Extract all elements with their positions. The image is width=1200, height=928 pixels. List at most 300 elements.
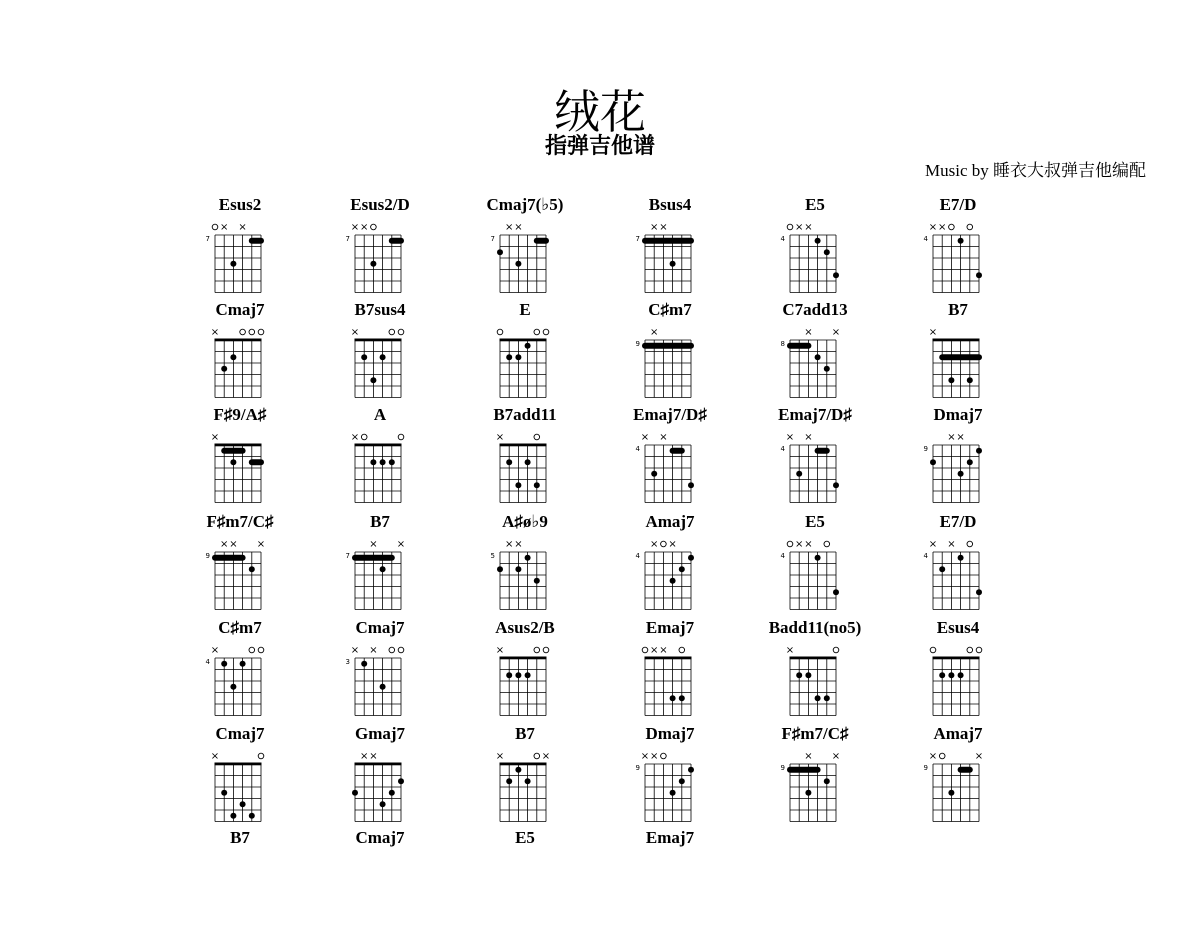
finger-dot <box>525 778 531 784</box>
fret-number: 4 <box>780 445 785 453</box>
fret-number: 9 <box>635 340 640 348</box>
chord-name: Esus2/D <box>350 195 410 214</box>
chord-name: F♯m7/C♯ <box>206 512 274 531</box>
fretboard-svg <box>470 213 580 295</box>
chord-name: Bsus4 <box>648 195 692 214</box>
chord-diagram <box>470 828 580 928</box>
finger-dot <box>506 672 512 678</box>
finger-dot <box>534 578 540 584</box>
fretboard-svg <box>185 318 295 400</box>
finger-dot <box>651 471 657 477</box>
finger-dot <box>824 778 830 784</box>
fret-number: 4 <box>635 445 640 453</box>
fretboard-svg <box>325 530 435 612</box>
finger-dot <box>815 238 821 244</box>
fretboard-svg <box>615 318 725 400</box>
finger-dot <box>948 790 954 796</box>
chord-name: Dmaj7 <box>933 405 983 424</box>
chord-name: Dmaj7 <box>645 724 695 743</box>
fret-number: 4 <box>923 552 928 560</box>
chord-name: C♯m7 <box>218 618 262 637</box>
chord-diagram <box>615 300 725 400</box>
finger-dot <box>670 695 676 701</box>
open-string-marker <box>258 647 264 653</box>
chord-diagram <box>325 618 435 718</box>
muted-string-marker: × <box>928 539 938 550</box>
chord-diagram <box>903 195 1013 295</box>
fretboard-svg <box>325 742 435 824</box>
fret-number: 9 <box>923 764 928 772</box>
fretboard-svg <box>470 742 580 824</box>
muted-string-marker: × <box>514 539 523 550</box>
fret-number: 7 <box>490 235 495 243</box>
finger-dot <box>515 767 521 773</box>
finger-dot <box>240 661 246 667</box>
open-string-marker <box>967 541 973 547</box>
finger-dot <box>515 566 521 572</box>
finger-dot <box>525 672 531 678</box>
muted-string-marker: × <box>640 751 650 762</box>
open-string-marker <box>543 647 549 653</box>
finger-dot <box>240 801 246 807</box>
chord-diagram <box>185 300 295 400</box>
open-string-marker <box>967 647 973 653</box>
open-string-marker <box>212 224 218 230</box>
finger-dot <box>497 249 503 255</box>
chord-name: F♯m7/C♯ <box>781 724 849 743</box>
muted-string-marker: × <box>495 751 505 762</box>
chord-diagram <box>615 195 725 295</box>
open-string-marker <box>930 647 936 653</box>
muted-string-marker: × <box>831 327 841 338</box>
finger-dot <box>670 261 676 267</box>
fret-number: 3 <box>345 658 350 666</box>
open-string-marker <box>679 647 685 653</box>
open-string-marker <box>371 224 377 230</box>
fretboard-svg <box>185 213 295 295</box>
muted-string-marker: × <box>360 222 369 233</box>
muted-string-marker: × <box>350 327 360 338</box>
chord-diagram <box>615 724 725 824</box>
fretboard-svg <box>470 636 580 718</box>
muted-string-marker: × <box>650 222 659 233</box>
fretboard-svg <box>903 636 1013 718</box>
muted-string-marker: × <box>659 645 668 656</box>
muted-string-marker: × <box>350 222 360 233</box>
finger-dot <box>525 343 531 349</box>
chord-name: Asus2/B <box>495 618 555 637</box>
fretboard-svg <box>615 636 725 718</box>
fret-number: 4 <box>635 552 640 560</box>
chord-name: E7/D <box>939 195 977 214</box>
fretboard-svg <box>760 742 870 824</box>
finger-dot <box>948 672 954 678</box>
finger-dot <box>679 778 685 784</box>
finger-dot <box>361 354 367 360</box>
open-string-marker <box>398 647 404 653</box>
finger-dot <box>930 459 936 465</box>
muted-string-marker: × <box>505 539 514 550</box>
open-string-marker <box>967 224 973 230</box>
muted-string-marker: × <box>210 645 220 656</box>
fret-number: 7 <box>345 552 350 560</box>
chord-name: A♯ø♭9 <box>502 512 548 531</box>
chord-name: B7 <box>948 300 968 319</box>
chord-diagram <box>185 512 295 612</box>
muted-string-marker: × <box>220 222 229 233</box>
finger-dot <box>688 555 694 561</box>
chord-diagram <box>903 724 1013 824</box>
chord-name: Emaj7 <box>645 828 695 847</box>
chord-name: Cmaj7 <box>215 724 265 743</box>
chord-name: E <box>519 300 531 319</box>
open-string-marker <box>642 647 648 653</box>
muted-string-marker: × <box>640 432 650 443</box>
finger-dot <box>534 482 540 488</box>
chord-name: Amaj7 <box>933 724 983 743</box>
fret-number: 5 <box>490 552 495 560</box>
finger-dot <box>967 459 973 465</box>
song-subtitle: 指弹吉他谱 <box>544 134 655 159</box>
finger-dot <box>370 377 376 383</box>
fretboard-svg <box>185 530 295 612</box>
fret-number: 9 <box>635 764 640 772</box>
fretboard-svg <box>325 423 435 505</box>
chord-diagram <box>325 828 435 928</box>
finger-dot <box>670 790 676 796</box>
muted-string-marker: × <box>668 539 677 550</box>
chord-name: C7add13 <box>782 300 848 319</box>
fret-number: 7 <box>635 235 640 243</box>
chord-diagram <box>470 300 580 400</box>
muted-string-marker: × <box>795 222 804 233</box>
muted-string-marker: × <box>928 222 938 233</box>
muted-string-marker: × <box>974 751 984 762</box>
fretboard-svg <box>325 213 435 295</box>
chord-name: Cmaj7 <box>215 300 265 319</box>
muted-string-marker: × <box>256 539 266 550</box>
chord-name: Badd11(no5) <box>768 618 862 637</box>
fretboard-svg <box>185 423 295 505</box>
finger-dot <box>515 354 521 360</box>
chord-name: Esus2 <box>218 195 262 214</box>
finger-dot <box>815 695 821 701</box>
open-string-marker <box>389 329 395 335</box>
open-string-marker <box>534 753 540 759</box>
finger-dot <box>249 813 255 819</box>
fretboard-svg <box>615 213 725 295</box>
open-string-marker <box>543 329 549 335</box>
muted-string-marker: × <box>396 539 406 550</box>
chord-name: Esus4 <box>936 618 980 637</box>
open-string-marker <box>249 329 255 335</box>
chord-diagram <box>760 724 870 824</box>
chord-diagram <box>760 512 870 612</box>
chord-diagram <box>903 405 1013 505</box>
finger-dot <box>249 566 255 572</box>
finger-dot <box>688 482 694 488</box>
open-string-marker <box>939 753 945 759</box>
finger-dot <box>948 377 954 383</box>
muted-string-marker: × <box>238 222 247 233</box>
fretboard-svg <box>760 636 870 718</box>
finger-dot <box>515 261 521 267</box>
open-string-marker <box>787 224 793 230</box>
muted-string-marker: × <box>928 751 938 762</box>
muted-string-marker: × <box>650 539 659 550</box>
open-string-marker <box>389 647 395 653</box>
open-string-marker <box>361 434 367 440</box>
fretboard-svg <box>903 423 1013 505</box>
finger-dot <box>939 672 945 678</box>
finger-dot <box>389 459 395 465</box>
fretboard-svg <box>903 213 1013 295</box>
finger-dot <box>679 566 685 572</box>
muted-string-marker: × <box>229 539 238 550</box>
chord-diagram <box>470 195 580 295</box>
muted-string-marker: × <box>785 432 795 443</box>
chord-diagram <box>615 512 725 612</box>
muted-string-marker: × <box>350 432 360 443</box>
chord-name: Emaj7/D♯ <box>778 405 852 424</box>
open-string-marker <box>497 329 503 335</box>
muted-string-marker: × <box>947 539 956 550</box>
finger-dot <box>679 695 685 701</box>
fretboard-svg <box>760 318 870 400</box>
chord-name: E5 <box>515 828 535 847</box>
chord-diagram <box>470 618 580 718</box>
finger-dot <box>370 459 376 465</box>
finger-dot <box>796 672 802 678</box>
muted-string-marker: × <box>650 751 659 762</box>
chord-name: B7 <box>370 512 390 531</box>
muted-string-marker: × <box>795 539 804 550</box>
chord-name: Emaj7 <box>645 618 695 637</box>
chord-diagram <box>325 512 435 612</box>
finger-dot <box>833 589 839 595</box>
finger-dot <box>976 272 982 278</box>
chord-diagram <box>615 618 725 718</box>
open-string-marker <box>258 329 264 335</box>
chord-name: B7add11 <box>493 405 557 424</box>
finger-dot <box>958 555 964 561</box>
open-string-marker <box>787 541 793 547</box>
finger-dot <box>805 790 811 796</box>
finger-dot <box>515 482 521 488</box>
muted-string-marker: × <box>804 539 813 550</box>
chord-diagram <box>470 405 580 505</box>
muted-string-marker: × <box>804 751 813 762</box>
muted-string-marker: × <box>495 645 505 656</box>
fretboard-svg <box>903 742 1013 824</box>
open-string-marker <box>240 329 246 335</box>
muted-string-marker: × <box>956 432 965 443</box>
muted-string-marker: × <box>659 432 668 443</box>
fretboard-svg <box>185 742 295 824</box>
fretboard-svg <box>615 530 725 612</box>
finger-dot <box>796 471 802 477</box>
muted-string-marker: × <box>369 751 378 762</box>
chord-diagram <box>470 512 580 612</box>
finger-dot <box>958 238 964 244</box>
muted-string-marker: × <box>659 222 668 233</box>
arranger-credit: Music by 睡衣大叔弹吉他编配 <box>925 161 1146 180</box>
fret-number: 4 <box>205 658 210 666</box>
chord-name: C♯m7 <box>648 300 692 319</box>
open-string-marker <box>976 647 982 653</box>
open-string-marker <box>661 541 667 547</box>
fretboard-svg <box>615 423 725 505</box>
finger-dot <box>221 790 227 796</box>
fretboard-svg <box>470 530 580 612</box>
fretboard-svg <box>325 636 435 718</box>
finger-dot <box>958 471 964 477</box>
muted-string-marker: × <box>650 645 659 656</box>
fret-number: 7 <box>205 235 210 243</box>
finger-dot <box>506 778 512 784</box>
chord-diagram <box>325 405 435 505</box>
muted-string-marker: × <box>220 539 229 550</box>
open-string-marker <box>249 647 255 653</box>
open-string-marker <box>534 329 540 335</box>
fretboard-svg <box>615 742 725 824</box>
chord-diagram <box>760 405 870 505</box>
fret-number: 4 <box>780 552 785 560</box>
chord-diagram <box>470 724 580 824</box>
fretboard-svg <box>470 423 580 505</box>
muted-string-marker: × <box>210 751 220 762</box>
finger-dot <box>380 801 386 807</box>
chord-diagram <box>760 300 870 400</box>
chord-diagram <box>760 618 870 718</box>
chord-diagram <box>615 405 725 505</box>
fret-number: 7 <box>345 235 350 243</box>
muted-string-marker: × <box>831 751 841 762</box>
muted-string-marker: × <box>369 645 378 656</box>
chord-diagram <box>760 195 870 295</box>
chord-name: B7 <box>515 724 535 743</box>
fret-number: 8 <box>780 340 785 348</box>
chord-name: A <box>373 405 387 424</box>
muted-string-marker: × <box>210 327 220 338</box>
chord-name: Emaj7/D♯ <box>633 405 707 424</box>
chord-diagram <box>325 195 435 295</box>
finger-dot <box>525 459 531 465</box>
chord-diagram <box>185 618 295 718</box>
chord-diagram <box>185 724 295 824</box>
finger-dot <box>389 790 395 796</box>
finger-dot <box>506 459 512 465</box>
muted-string-marker: × <box>541 751 551 762</box>
fretboard-svg <box>185 636 295 718</box>
fretboard-svg <box>760 530 870 612</box>
finger-dot <box>380 566 386 572</box>
finger-dot <box>688 767 694 773</box>
muted-string-marker: × <box>928 327 938 338</box>
muted-string-marker: × <box>947 432 956 443</box>
finger-dot <box>380 459 386 465</box>
fretboard-svg <box>325 318 435 400</box>
open-string-marker <box>534 647 540 653</box>
fretboard-svg <box>903 318 1013 400</box>
chord-diagram <box>185 828 295 928</box>
finger-dot <box>230 813 236 819</box>
muted-string-marker: × <box>514 222 523 233</box>
chord-name: Amaj7 <box>645 512 695 531</box>
chord-diagram <box>903 512 1013 612</box>
chord-diagram <box>185 405 295 505</box>
muted-string-marker: × <box>369 539 378 550</box>
muted-string-marker: × <box>650 327 659 338</box>
open-string-marker <box>949 224 955 230</box>
finger-dot <box>976 589 982 595</box>
open-string-marker <box>833 647 839 653</box>
finger-dot <box>361 661 367 667</box>
chord-diagram <box>325 300 435 400</box>
finger-dot <box>380 354 386 360</box>
finger-dot <box>805 672 811 678</box>
fret-number: 4 <box>923 235 928 243</box>
muted-string-marker: × <box>360 751 369 762</box>
song-title: 绒花 <box>554 85 646 139</box>
finger-dot <box>230 261 236 267</box>
open-string-marker <box>661 753 667 759</box>
chord-diagram <box>325 724 435 824</box>
finger-dot <box>815 354 821 360</box>
finger-dot <box>352 790 358 796</box>
chord-name: Cmaj7 <box>355 828 405 847</box>
finger-dot <box>824 249 830 255</box>
chord-name: E5 <box>805 512 825 531</box>
finger-dot <box>815 555 821 561</box>
chord-diagram <box>185 195 295 295</box>
finger-dot <box>670 578 676 584</box>
open-string-marker <box>398 434 404 440</box>
muted-string-marker: × <box>350 645 360 656</box>
finger-dot <box>515 672 521 678</box>
finger-dot <box>525 555 531 561</box>
muted-string-marker: × <box>210 432 220 443</box>
fret-number: 9 <box>923 445 928 453</box>
finger-dot <box>939 566 945 572</box>
chord-diagram <box>615 828 725 928</box>
finger-dot <box>221 366 227 372</box>
fretboard-svg <box>470 318 580 400</box>
chord-name: Cmaj7 <box>355 618 405 637</box>
chord-name: B7sus4 <box>354 300 406 319</box>
chord-name: F♯9/A♯ <box>213 405 267 424</box>
finger-dot <box>833 272 839 278</box>
muted-string-marker: × <box>804 327 813 338</box>
fret-number: 4 <box>780 235 785 243</box>
finger-dot <box>230 459 236 465</box>
fret-number: 9 <box>780 764 785 772</box>
chord-diagram <box>903 300 1013 400</box>
finger-dot <box>497 566 503 572</box>
muted-string-marker: × <box>505 222 514 233</box>
chord-name: E5 <box>805 195 825 214</box>
muted-string-marker: × <box>495 432 505 443</box>
finger-dot <box>230 354 236 360</box>
chord-name: E7/D <box>939 512 977 531</box>
fretboard-svg <box>760 423 870 505</box>
finger-dot <box>506 354 512 360</box>
fretboard-svg <box>903 530 1013 612</box>
finger-dot <box>958 672 964 678</box>
chord-name: Gmaj7 <box>354 724 406 743</box>
muted-string-marker: × <box>804 432 813 443</box>
finger-dot <box>230 684 236 690</box>
